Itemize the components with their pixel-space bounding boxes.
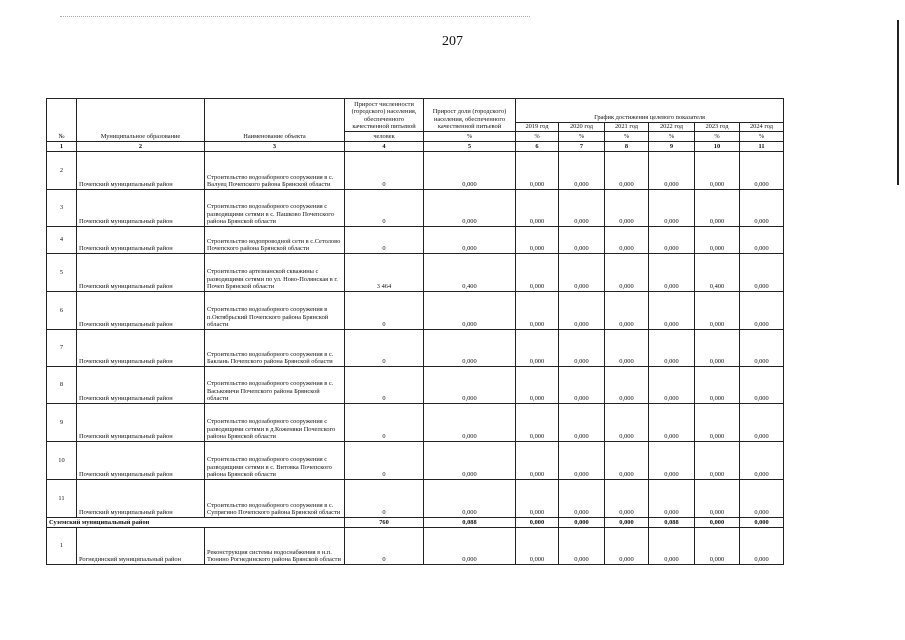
share-growth-cell: 0,000 — [424, 442, 516, 480]
year-value-cell: 0,000 — [740, 528, 784, 565]
year-value-cell: 0,000 — [559, 442, 605, 480]
year-value-cell: 0,000 — [649, 292, 695, 330]
row-number: 5 — [47, 254, 77, 292]
year-value-cell: 0,000 — [559, 480, 605, 518]
column-number: 4 — [345, 142, 424, 152]
header-unit-pct: % — [516, 132, 559, 142]
year-value-cell: 0,000 — [559, 404, 605, 442]
subtotal-year-value: 0,000 — [740, 518, 784, 528]
year-value-cell: 0,000 — [740, 367, 784, 404]
population-growth-cell: 0 — [345, 528, 424, 565]
share-growth-cell: 0,000 — [424, 528, 516, 565]
year-value-cell: 0,000 — [605, 480, 649, 518]
object-name-cell: Строительство водопроводной сети в с.Сетолово Почепского района Брянской области — [205, 227, 345, 254]
year-value-cell: 0,000 — [605, 528, 649, 565]
subtotal-share: 0,088 — [424, 518, 516, 528]
table-row — [47, 442, 784, 480]
row-number: 8 — [47, 367, 77, 404]
year-value-cell: 0,000 — [605, 190, 649, 227]
year-value-cell: 0,000 — [649, 367, 695, 404]
share-growth-cell: 0,000 — [424, 367, 516, 404]
column-number: 10 — [695, 142, 740, 152]
year-value-cell: 0,000 — [649, 254, 695, 292]
target-indicator-table — [46, 98, 784, 565]
header-unit-pct: % — [695, 132, 740, 142]
column-number: 11 — [740, 142, 784, 152]
share-growth-cell: 0,000 — [424, 152, 516, 190]
year-value-cell: 0,000 — [559, 190, 605, 227]
object-name-cell: Реконструкция системы водоснабжения в н.п. Тюнино Рогнединского района Брянской области — [205, 528, 345, 565]
table-row — [47, 190, 784, 227]
subtotal-year-value: 0,000 — [695, 518, 740, 528]
column-number: 1 — [47, 142, 77, 152]
population-growth-cell: 0 — [345, 480, 424, 518]
column-number: 7 — [559, 142, 605, 152]
subtotal-year-value: 0,088 — [649, 518, 695, 528]
table-row — [47, 227, 784, 254]
header-unit-pop: человек — [345, 132, 424, 142]
municipality-cell: Почепский муниципальный район — [77, 480, 205, 518]
year-value-cell: 0,000 — [649, 528, 695, 565]
year-value-cell: 0,000 — [516, 292, 559, 330]
population-growth-cell: 0 — [345, 330, 424, 367]
column-number: 8 — [605, 142, 649, 152]
year-value-cell: 0,000 — [740, 254, 784, 292]
column-number: 6 — [516, 142, 559, 152]
year-value-cell: 0,000 — [740, 404, 784, 442]
page-number: 207 — [442, 34, 463, 49]
table-row — [47, 152, 784, 190]
row-number: 10 — [47, 442, 77, 480]
year-value-cell: 0,000 — [516, 152, 559, 190]
object-name-cell: Строительство артезианской скважины с разводящими сетями по ул. Ново-Полянская в г. Почеп Брянской области — [205, 254, 345, 292]
municipality-cell: Почепский муниципальный район — [77, 367, 205, 404]
year-value-cell: 0,000 — [516, 254, 559, 292]
row-number: 2 — [47, 152, 77, 190]
population-growth-cell: 3 464 — [345, 254, 424, 292]
row-number: 3 — [47, 190, 77, 227]
object-name-cell: Строительство водозаборного сооружения с разводящими сетями в с. Витовка Почепского района Брянской области — [205, 442, 345, 480]
year-value-cell: 0,000 — [695, 442, 740, 480]
year-value-cell: 0,000 — [559, 367, 605, 404]
year-value-cell: 0,000 — [695, 190, 740, 227]
row-number: 9 — [47, 404, 77, 442]
table-row — [47, 292, 784, 330]
subtotal-year-value: 0,000 — [605, 518, 649, 528]
object-name-cell: Строительство водозаборного сооружения с разводящими сетями в с. Пашково Почепского района Брянской области — [205, 190, 345, 227]
municipality-cell: Почепский муниципальный район — [77, 442, 205, 480]
year-value-cell: 0,000 — [516, 442, 559, 480]
year-value-cell: 0,000 — [695, 227, 740, 254]
year-value-cell: 0,000 — [605, 152, 649, 190]
header-unit-pct: % — [605, 132, 649, 142]
header-unit-pct: % — [740, 132, 784, 142]
municipality-cell: Почепский муниципальный район — [77, 227, 205, 254]
municipality-cell: Почепский муниципальный район — [77, 404, 205, 442]
header-year: 2020 год — [559, 123, 605, 132]
year-value-cell: 0,000 — [740, 330, 784, 367]
header-share-growth: Прирост доли (городского) населения, обеспеченного качественной питьевой — [424, 99, 516, 132]
year-value-cell: 0,000 — [695, 480, 740, 518]
column-number: 2 — [77, 142, 205, 152]
year-value-cell: 0,000 — [740, 190, 784, 227]
subtotal-year-value: 0,000 — [516, 518, 559, 528]
year-value-cell: 0,000 — [559, 254, 605, 292]
object-name-cell: Строительство водозаборного сооружения с разводящими сетями в д.Коженяки Почепского района Брянской области — [205, 404, 345, 442]
population-growth-cell: 0 — [345, 442, 424, 480]
population-growth-cell: 0 — [345, 404, 424, 442]
share-growth-cell: 0,400 — [424, 254, 516, 292]
year-value-cell: 0,000 — [605, 442, 649, 480]
share-growth-cell: 0,000 — [424, 404, 516, 442]
row-number: 11 — [47, 480, 77, 518]
year-value-cell: 0,000 — [516, 227, 559, 254]
year-value-cell: 0,000 — [605, 292, 649, 330]
subtotal-year-value: 0,000 — [559, 518, 605, 528]
header-municipality: Муниципальное образование — [77, 99, 205, 142]
header-no: № — [47, 99, 77, 142]
year-value-cell: 0,000 — [740, 480, 784, 518]
year-value-cell: 0,000 — [559, 227, 605, 254]
column-number: 3 — [205, 142, 345, 152]
year-value-cell: 0,000 — [559, 292, 605, 330]
municipality-cell: Почепский муниципальный район — [77, 254, 205, 292]
object-name-cell: Строительство водозаборного сооружения в п.Октябрьский Почепского района Брянской области — [205, 292, 345, 330]
municipality-cell: Почепский муниципальный район — [77, 152, 205, 190]
object-name-cell: Строительство водозаборного сооружения в с. Супрягино Почепского района Брянской области — [205, 480, 345, 518]
row-number: 7 — [47, 330, 77, 367]
year-value-cell: 0,000 — [740, 227, 784, 254]
year-value-cell: 0,000 — [649, 480, 695, 518]
year-value-cell: 0,000 — [605, 254, 649, 292]
year-value-cell: 0,000 — [695, 367, 740, 404]
object-name-cell: Строительство водозаборного сооружения в с. Баклань Почепского района Брянской области — [205, 330, 345, 367]
row-number: 4 — [47, 227, 77, 254]
scan-artifact-line — [60, 16, 530, 18]
table-row — [47, 404, 784, 442]
population-growth-cell: 0 — [345, 190, 424, 227]
year-value-cell: 0,000 — [605, 367, 649, 404]
municipality-cell: Почепский муниципальный район — [77, 190, 205, 227]
year-value-cell: 0,000 — [559, 152, 605, 190]
share-growth-cell: 0,000 — [424, 330, 516, 367]
share-growth-cell: 0,000 — [424, 190, 516, 227]
header-unit-pct: % — [559, 132, 605, 142]
header-year: 2021 год — [605, 123, 649, 132]
column-number: 9 — [649, 142, 695, 152]
row-number: 1 — [47, 528, 77, 565]
subtotal-label: Суземский муниципальный район — [47, 518, 345, 528]
table-row — [47, 254, 784, 292]
year-value-cell: 0,000 — [695, 330, 740, 367]
header-unit-pct: % — [424, 132, 516, 142]
year-value-cell: 0,000 — [740, 442, 784, 480]
row-number: 6 — [47, 292, 77, 330]
year-value-cell: 0,000 — [649, 442, 695, 480]
header-pop-growth: Прирост численности (городского) населения, обеспеченного качественной питьевой — [345, 99, 424, 132]
year-value-cell: 0,000 — [559, 528, 605, 565]
year-value-cell: 0,000 — [559, 330, 605, 367]
column-number: 5 — [424, 142, 516, 152]
year-value-cell: 0,000 — [649, 152, 695, 190]
year-value-cell: 0,000 — [605, 330, 649, 367]
year-value-cell: 0,000 — [516, 404, 559, 442]
object-name-cell: Строительство водозаборного сооружения в с. Валуец Почепского района Брянской области — [205, 152, 345, 190]
year-value-cell: 0,000 — [649, 190, 695, 227]
object-name-cell: Строительство водозаборного сооружения в с. Васьковичи Почепского района Брянской области — [205, 367, 345, 404]
year-value-cell: 0,000 — [516, 480, 559, 518]
header-unit-pct: % — [649, 132, 695, 142]
year-value-cell: 0,000 — [695, 528, 740, 565]
population-growth-cell: 0 — [345, 292, 424, 330]
year-value-cell: 0,000 — [516, 367, 559, 404]
year-value-cell: 0,000 — [605, 227, 649, 254]
share-growth-cell: 0,000 — [424, 227, 516, 254]
year-value-cell: 0,000 — [695, 152, 740, 190]
year-value-cell: 0,000 — [605, 404, 649, 442]
year-value-cell: 0,000 — [516, 330, 559, 367]
year-value-cell: 0,400 — [695, 254, 740, 292]
population-growth-cell: 0 — [345, 152, 424, 190]
header-schedule: График достижения целевого показателя — [516, 99, 784, 123]
share-growth-cell: 0,000 — [424, 292, 516, 330]
table-row — [47, 330, 784, 367]
year-value-cell: 0,000 — [649, 330, 695, 367]
table-row — [47, 480, 784, 518]
subtotal-population: 760 — [345, 518, 424, 528]
table-row — [47, 367, 784, 404]
municipality-cell: Почепский муниципальный район — [77, 292, 205, 330]
municipality-cell: Рогнединский муниципальный район — [77, 528, 205, 565]
year-value-cell: 0,000 — [649, 227, 695, 254]
header-object: Наименование объекта — [205, 99, 345, 142]
header-year: 2022 год — [649, 123, 695, 132]
header-year: 2019 год — [516, 123, 559, 132]
population-growth-cell: 0 — [345, 227, 424, 254]
header-year: 2024 год — [740, 123, 784, 132]
year-value-cell: 0,000 — [695, 404, 740, 442]
year-value-cell: 0,000 — [740, 292, 784, 330]
share-growth-cell: 0,000 — [424, 480, 516, 518]
year-value-cell: 0,000 — [516, 190, 559, 227]
population-growth-cell: 0 — [345, 367, 424, 404]
year-value-cell: 0,000 — [695, 292, 740, 330]
year-value-cell: 0,000 — [516, 528, 559, 565]
year-value-cell: 0,000 — [740, 152, 784, 190]
year-value-cell: 0,000 — [649, 404, 695, 442]
subtotal-row — [47, 518, 784, 528]
header-year: 2023 год — [695, 123, 740, 132]
municipality-cell: Почепский муниципальный район — [77, 330, 205, 367]
table-row — [47, 528, 784, 565]
